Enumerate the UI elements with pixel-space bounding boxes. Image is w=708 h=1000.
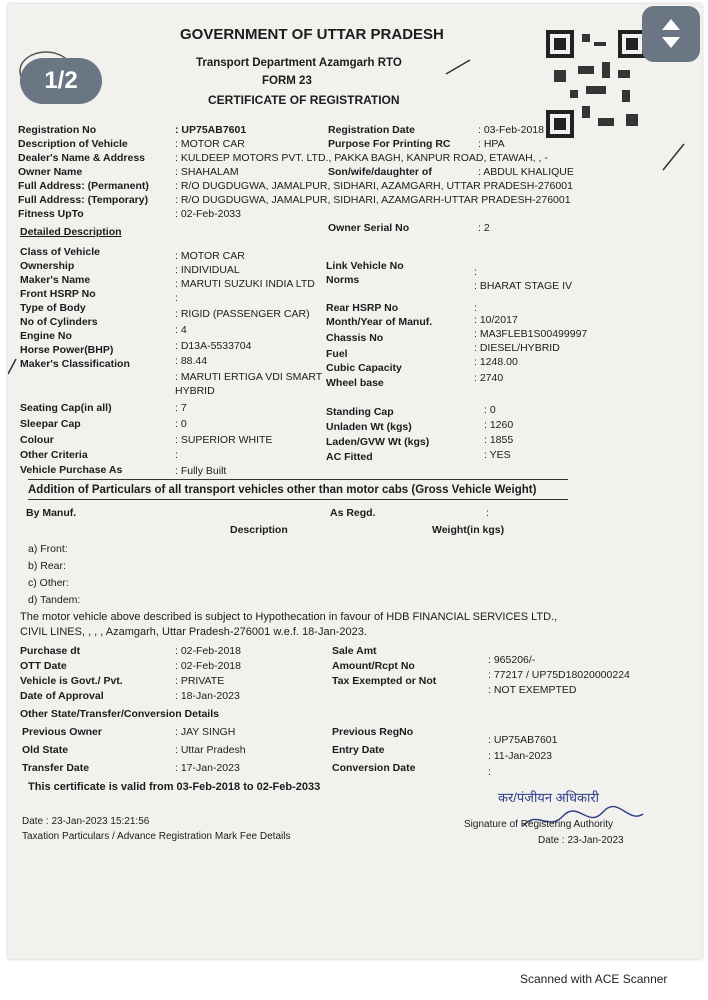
validity-text: This certificate is valid from 03-Feb-2018 to 02-Feb-2033 [28, 781, 321, 793]
taxation-particulars: Taxation Particulars / Advance Registration Mark Fee Details [22, 831, 291, 842]
by-manuf-label: By Manuf. [26, 507, 77, 519]
value-class: : MOTOR CAR [175, 250, 245, 262]
item-front: a) Front: [28, 543, 68, 555]
document-page [8, 4, 702, 959]
label-standing-cap: Standing Cap [326, 406, 394, 418]
signature-label: Signature of Registering Authority [464, 819, 613, 830]
label-entry-date: Entry Date [332, 744, 385, 756]
label-amount-rcpt: Amount/Rcpt No [332, 660, 415, 672]
label-ac-fitted: AC Fitted [326, 451, 373, 463]
form-number: FORM 23 [262, 75, 312, 87]
label-registration-no: Registration No [18, 124, 97, 136]
value-approval-date: : 18-Jan-2023 [175, 690, 240, 702]
label-rear-hsrp: Rear HSRP No [326, 302, 399, 314]
value-wheel-base: : 2740 [474, 372, 504, 384]
label-other-criteria: Other Criteria [20, 449, 88, 461]
value-registration-no: : UP75AB7601 [175, 124, 247, 136]
divider-top [28, 479, 568, 480]
value-purchase-dt: : 02-Feb-2018 [175, 645, 241, 657]
value-address-temporary: : R/O DUGDUGWA, JAMALPUR, SIDHARI, AZAMGARH-UTTAR PRADESH-276001 [175, 194, 571, 206]
divider-bottom [28, 499, 568, 500]
value-reg-date: : 03-Feb-2018 [478, 124, 544, 136]
label-fuel: Fuel [326, 348, 348, 360]
label-ownership: Ownership [20, 260, 75, 272]
label-sleeper: Sleepar Cap [20, 418, 81, 430]
hypothecation-line-1: The motor vehicle above described is subject to Hypothecation in favour of HDB FINANCIAL SERVICES LTD., [20, 611, 558, 623]
value-tax-exempted: : NOT EXEMPTED [488, 684, 577, 696]
page-scroll-button[interactable] [642, 6, 700, 62]
value-unladen-wt: : 1260 [484, 419, 514, 431]
value-ac-fitted: : YES [484, 449, 511, 461]
label-laden-wt: Laden/GVW Wt (kgs) [326, 436, 430, 448]
value-amount-rcpt: : 77217 / UP75D18020000224 [488, 669, 630, 681]
value-transfer-date: : 17-Jan-2023 [175, 762, 240, 774]
label-class: Class of Vehicle [20, 246, 100, 258]
label-tax-exempted: Tax Exempted or Not [332, 675, 437, 687]
value-dealer: : KULDEEP MOTORS PVT. LTD., PAKKA BAGH, KANPUR ROAD, ETAWAH, , - [175, 152, 548, 164]
value-colour: : SUPERIOR WHITE [175, 434, 273, 446]
value-owner-name: : SHAHALAM [175, 166, 239, 178]
label-son-of: Son/wife/daughter of [328, 166, 432, 178]
value-link-vehicle: : [474, 266, 477, 278]
label-horse-power: Horse Power(BHP) [20, 344, 114, 356]
transfer-heading: Other State/Transfer/Conversion Details [20, 708, 219, 720]
value-chassis-no: : MA3FLEB1S00499997 [474, 328, 588, 340]
as-regd-colon: : [486, 507, 489, 519]
value-sale-amt: : 965206/- [488, 654, 536, 666]
label-reg-date: Registration Date [328, 124, 415, 136]
page-indicator: 1/2 [20, 58, 102, 104]
value-address-permanent: : R/O DUGDUGWA, JAMALPUR, SIDHARI, AZAMGARH, UTTAR PRADESH-276001 [175, 180, 573, 192]
value-horse-power: : 88.44 [175, 355, 208, 367]
value-sleeper: : 0 [175, 418, 187, 430]
label-previous-owner: Previous Owner [22, 726, 102, 738]
value-son-of: : ABDUL KHALIQUE [478, 166, 574, 178]
value-body-type: : RIGID (PASSENGER CAR) [175, 308, 310, 320]
value-previous-regno: : UP75AB7601 [488, 734, 558, 746]
value-manuf-date: : 10/2017 [474, 314, 518, 326]
label-previous-regno: Previous RegNo [332, 726, 414, 738]
value-engine-no: : D13A-5533704 [175, 340, 252, 352]
value-maker-class-cont: HYBRID [175, 385, 215, 397]
value-ott-date: : 02-Feb-2018 [175, 660, 241, 672]
additional-heading: Addition of Particulars of all transport vehicles other than motor cabs (Gross Vehicle Weight) [28, 484, 537, 496]
chevron-up-icon [662, 19, 680, 30]
value-purpose: : HPA [478, 138, 505, 150]
weight-col: Weight(in kgs) [432, 524, 505, 536]
as-regd-label: As Regd. [330, 507, 376, 519]
value-previous-owner: : JAY SINGH [175, 726, 236, 738]
label-front-hsrp: Front HSRP No [20, 288, 96, 300]
qr-code [546, 29, 646, 139]
hypothecation-line-2: CIVIL LINES, , , , Azamgarh, Uttar Pradesh-276001 w.e.f. 18-Jan-2023. [20, 626, 367, 638]
description-col: Description [230, 524, 288, 536]
chevron-down-icon [662, 37, 680, 48]
value-cylinders: : 4 [175, 324, 187, 336]
certificate-title: CERTIFICATE OF REGISTRATION [208, 93, 400, 107]
label-unladen-wt: Unladen Wt (kgs) [326, 421, 412, 433]
label-fitness: Fitness UpTo [18, 208, 84, 220]
value-fitness: : 02-Feb-2033 [175, 208, 241, 220]
label-engine-no: Engine No [20, 330, 72, 342]
label-description: Description of Vehicle [18, 138, 128, 150]
label-link-vehicle: Link Vehicle No [326, 260, 404, 272]
label-purchase-as: Vehicle Purchase As [20, 464, 123, 476]
label-govt-pvt: Vehicle is Govt./ Pvt. [20, 675, 123, 687]
value-front-hsrp: : [175, 292, 178, 304]
authority-stamp: कर/पंजीयन अधिकारी [498, 790, 600, 805]
label-address-permanent: Full Address: (Permanent) [18, 180, 149, 192]
label-cubic-capacity: Cubic Capacity [326, 362, 402, 374]
label-transfer-date: Transfer Date [22, 762, 90, 774]
value-fuel: : DIESEL/HYBRID [474, 342, 560, 354]
label-colour: Colour [20, 434, 54, 446]
value-maker-class: : MARUTI ERTIGA VDI SMART [175, 371, 323, 383]
value-owner-serial: : 2 [478, 222, 490, 234]
label-approval-date: Date of Approval [20, 690, 104, 702]
label-seating: Seating Cap(in all) [20, 402, 112, 414]
label-manuf-date: Month/Year of Manuf. [326, 316, 433, 328]
value-old-state: : Uttar Pradesh [175, 744, 246, 756]
value-govt-pvt: : PRIVATE [175, 675, 225, 687]
label-address-temporary: Full Address: (Temporary) [18, 194, 149, 206]
label-body-type: Type of Body [20, 302, 86, 314]
label-owner-name: Owner Name [18, 166, 83, 178]
scanner-footer: Scanned with ACE Scanner [520, 972, 668, 986]
value-norms: : BHARAT STAGE IV [474, 280, 573, 292]
value-standing-cap: : 0 [484, 404, 496, 416]
value-rear-hsrp: : [474, 302, 477, 314]
value-ownership: : INDIVIDUAL [175, 264, 240, 276]
label-chassis-no: Chassis No [326, 332, 384, 344]
value-laden-wt: : 1855 [484, 434, 514, 446]
label-purchase-dt: Purchase dt [20, 645, 81, 657]
govt-title: GOVERNMENT OF UTTAR PRADESH [180, 26, 444, 43]
label-maker-class: Maker's Classification [20, 358, 130, 370]
label-dealer: Dealer's Name & Address [18, 152, 145, 164]
item-other: c) Other: [28, 577, 69, 589]
department: Transport Department Azamgarh RTO [196, 57, 402, 69]
value-entry-date: : 11-Jan-2023 [488, 750, 553, 762]
detailed-description-heading: Detailed Description [20, 226, 122, 238]
issue-date: Date : 23-Jan-2023 15:21:56 [22, 816, 150, 827]
value-purchase-as: : Fully Built [175, 465, 227, 477]
item-tandem: d) Tandem: [28, 594, 81, 606]
value-other-criteria: : [175, 449, 178, 461]
value-cubic-capacity: : 1248.00 [474, 356, 518, 368]
label-norms: Norms [326, 274, 360, 286]
value-seating: : 7 [175, 402, 187, 414]
value-maker-name: : MARUTI SUZUKI INDIA LTD [175, 278, 315, 290]
label-cylinders: No of Cylinders [20, 316, 98, 328]
label-conversion-date: Conversion Date [332, 762, 416, 774]
label-ott-date: OTT Date [20, 660, 67, 672]
value-conversion-date: : [488, 766, 491, 778]
label-sale-amt: Sale Amt [332, 645, 377, 657]
label-old-state: Old State [22, 744, 69, 756]
signature-date: Date : 23-Jan-2023 [538, 835, 624, 846]
label-purpose: Purpose For Printing RC [328, 138, 451, 150]
label-owner-serial: Owner Serial No [328, 222, 410, 234]
value-description: : MOTOR CAR [175, 138, 245, 150]
label-maker-name: Maker's Name [20, 274, 91, 286]
label-wheel-base: Wheel base [326, 377, 384, 389]
item-rear: b) Rear: [28, 560, 66, 572]
